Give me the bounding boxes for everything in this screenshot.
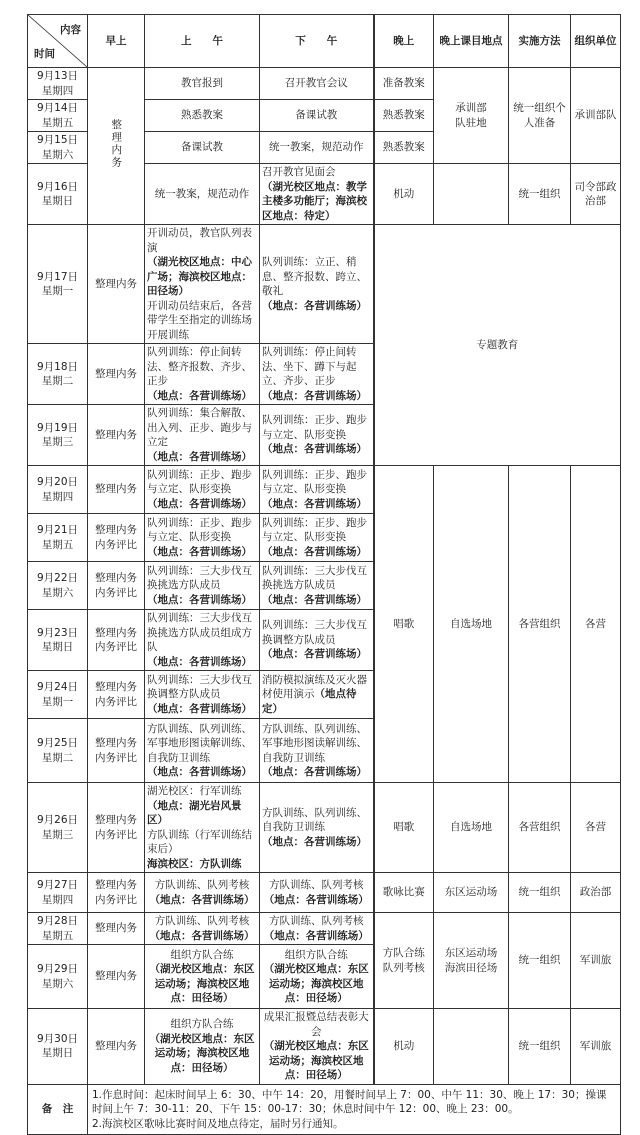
morning-cell: 整理内务 内务评比 (88, 873, 145, 913)
evening-place-cell: 自选场地 (434, 466, 509, 783)
pm-cell: 备课试教 (260, 100, 374, 132)
am-cell: 队列训练：三大步伐互换调整方队成员 （地点：各营训练场） (145, 671, 260, 719)
am-cell: 教官报到 (145, 68, 260, 100)
morning-cell: 整理内务 (88, 1009, 145, 1085)
evening-cell: 唱歌 (374, 466, 434, 783)
evening-cell: 歌咏比赛 (374, 873, 434, 913)
special-education-cell: 专题教育 (374, 225, 621, 466)
morning-cell: 整理内务 内务评比 (88, 671, 145, 719)
header-content-label: 内容 (60, 24, 81, 36)
date-cell: 9月22日 星期六 (28, 562, 88, 610)
evening-cell: 方队合练 队列考核 (374, 913, 434, 1009)
evening-place-cell (434, 164, 509, 225)
method-cell: 统一组织 (509, 1009, 571, 1085)
evening-cell: 唱歌 (374, 783, 434, 873)
evening-cell: 机动 (374, 164, 434, 225)
morning-cell: 整理内务 (88, 913, 145, 945)
table-row (28, 783, 621, 873)
date-cell: 9月14日 星期五 (28, 100, 88, 132)
am-cell: 组织方队合练 （湖光校区地点：东区运动场；海滨校区地点：田径场） (145, 945, 260, 1009)
am-cell: 开训动员，教官队列表演 （湖光校区地点：中心广场；海滨校区地点：田径场） 开训动员结束后，各营带学生至指定的训练场开展训练 (145, 225, 260, 344)
method-cell: 统一组织个人准备 (509, 68, 571, 164)
pm-cell: 队列训练：正步、跑步与立定、队形变换 （地点：各营训练场） (260, 514, 374, 562)
morning-cell: 整理内务 (88, 466, 145, 514)
training-schedule-table (27, 14, 621, 1135)
morning-cell: 整理内务 (88, 945, 145, 1009)
am-cell: 熟悉教案 (145, 100, 260, 132)
morning-cell: 整理内务 (88, 405, 145, 466)
morning-cell: 整理内务 内务评比 (88, 610, 145, 671)
pm-cell: 方队训练、队列考核 （地点：各营训练场） (260, 873, 374, 913)
evening-place-cell: 承训部队驻地 (434, 68, 509, 164)
pm-cell: 队列训练：三大步伐互换挑选方队成员 （地点：各营训练场） (260, 562, 374, 610)
date-cell: 9月29日 星期六 (28, 945, 88, 1009)
evening-place-cell: 东区运动场 海滨田径场 (434, 913, 509, 1009)
pm-cell: 成果汇报暨总结表彰大会 （湖光校区地点：东区运动场；海滨校区地点：田径场） (260, 1009, 374, 1085)
table-row (28, 873, 621, 913)
date-cell: 9月21日 星期五 (28, 514, 88, 562)
date-cell: 9月19日 星期三 (28, 405, 88, 466)
pm-cell: 方队训练、队列训练、自我防卫训练 （地点：各营训练场） (260, 783, 374, 873)
pm-cell: 召开教官会议 (260, 68, 374, 100)
method-cell: 统一组织 (509, 164, 571, 225)
pm-cell: 队列训练：三大步伐互换调整方队成员 （地点：各营训练场） (260, 610, 374, 671)
org-cell: 军训旅 (571, 1009, 621, 1085)
table-row (28, 1009, 621, 1085)
morning-cell: 整理内务 (88, 225, 145, 344)
header-am: 上 午 (145, 15, 260, 68)
method-cell: 各营组织 (509, 466, 571, 783)
date-cell: 9月25日 星期二 (28, 719, 88, 783)
am-cell: 队列训练：三大步伐互换挑选方队成员组成方队 （地点：各营训练场） (145, 610, 260, 671)
evening-cell: 熟悉教案 (374, 100, 434, 132)
am-cell: 方队训练、队列训练、军事地形图读解训练、自我防卫训练 （地点：各营训练场） (145, 719, 260, 783)
evening-cell: 熟悉教案 (374, 132, 434, 164)
pm-cell: 队列训练：停止间转法、坐下、蹲下与起立、齐步、正步 （地点：各营训练场） (260, 344, 374, 405)
date-cell: 9月27日 星期四 (28, 873, 88, 913)
org-cell: 司令部政治部 (571, 164, 621, 225)
morning-cell: 整理内务 内务评比 (88, 719, 145, 783)
date-cell: 9月24日 星期一 (28, 671, 88, 719)
remarks-row (28, 1084, 621, 1135)
date-cell: 9月26日 星期三 (28, 783, 88, 873)
evening-place-cell (434, 1009, 509, 1085)
org-cell: 政治部 (571, 873, 621, 913)
am-cell: 湖光校区：行军训练 （地点：湖光岩风景区） 方队训练（行军训练结束后） 海滨校区：方队训练 (145, 783, 260, 873)
pm-cell: 队列训练：正步、跑步与立定、队形变换 （地点：各营训练场） (260, 405, 374, 466)
table-row (28, 466, 621, 514)
header-evening-place: 晚上课目地点 (434, 15, 509, 68)
evening-place-cell: 自选场地 (434, 783, 509, 873)
evening-place-cell: 东区运动场 (434, 873, 509, 913)
header-row (28, 15, 621, 68)
date-cell: 9月30日 星期日 (28, 1009, 88, 1085)
morning-cell: 整理内务 内务评比 (88, 783, 145, 873)
morning-cell: 整理内务 (88, 68, 145, 225)
header-morning: 早上 (88, 15, 145, 68)
org-cell: 承训部队 (571, 68, 621, 164)
am-cell: 方队训练、队列考核 （地点：各营训练场） (145, 913, 260, 945)
evening-cell: 机动 (374, 1009, 434, 1085)
date-cell: 9月17日 星期一 (28, 225, 88, 344)
table-row (28, 225, 621, 344)
am-cell: 队列训练：正步、跑步与立定、队形变换 （地点：各营训练场） (145, 466, 260, 514)
morning-cell: 整理内务 内务评比 (88, 514, 145, 562)
am-cell: 队列训练：停止间转法、整齐报数、齐步、正步 （地点：各营训练场） (145, 344, 260, 405)
header-pm: 下 午 (260, 15, 374, 68)
am-cell: 队列训练：三大步伐互换挑选方队成员 （地点：各营训练场） (145, 562, 260, 610)
morning-cell: 整理内务 内务评比 (88, 562, 145, 610)
method-cell: 统一组织 (509, 913, 571, 1009)
pm-cell: 召开教官见面会 （湖光校区地点：教学主楼多功能厅；海滨校区地点：待定） (260, 164, 374, 225)
method-cell: 各营组织 (509, 783, 571, 873)
evening-cell: 准备教案 (374, 68, 434, 100)
date-cell: 9月16日 星期日 (28, 164, 88, 225)
table-row (28, 68, 621, 100)
date-cell: 9月20日 星期四 (28, 466, 88, 514)
date-cell: 9月15日 星期六 (28, 132, 88, 164)
pm-cell: 方队训练、队列考核 （地点：各营训练场） (260, 913, 374, 945)
method-cell: 统一组织 (509, 873, 571, 913)
org-cell: 军训旅 (571, 913, 621, 1009)
pm-cell: 统一教案，规范动作 (260, 132, 374, 164)
remarks-label: 备 注 (28, 1084, 88, 1135)
am-cell: 方队训练、队列考核 （地点：各营训练场） (145, 873, 260, 913)
header-method: 实施方法 (509, 15, 571, 68)
am-cell: 组织方队合练 （湖光校区地点：东区运动场；海滨校区地点：田径场） (145, 1009, 260, 1085)
org-cell: 各营 (571, 466, 621, 783)
header-corner-cell (28, 15, 88, 68)
org-cell: 各营 (571, 783, 621, 873)
date-cell: 9月23日 星期日 (28, 610, 88, 671)
date-cell: 9月28日 星期五 (28, 913, 88, 945)
header-org: 组织单位 (571, 15, 621, 68)
pm-cell: 消防模拟演练及灭火器材使用演示（地点待定） (260, 671, 374, 719)
am-cell: 统一教案，规范动作 (145, 164, 260, 225)
date-cell: 9月18日 星期二 (28, 344, 88, 405)
header-time-label: 时间 (34, 47, 55, 60)
pm-cell: 组织方队合练 （湖光校区地点：东区运动场；海滨校区地点：田径场） (260, 945, 374, 1009)
table-row (28, 913, 621, 945)
am-cell: 队列训练：正步、跑步与立定、队形变换 （地点：各营训练场） (145, 514, 260, 562)
morning-cell: 整理内务 (88, 344, 145, 405)
header-evening: 晚上 (374, 15, 434, 68)
pm-cell: 方队训练、队列训练、军事地形图读解训练、自我防卫训练 （地点：各营训练场） (260, 719, 374, 783)
am-cell: 备课试教 (145, 132, 260, 164)
pm-cell: 队列训练：立正、稍息、整齐报数、跨立、敬礼 （地点：各营训练场） (260, 225, 374, 344)
remarks-content: 1.作息时间：起床时间早上 6：30、中午 14：20，用餐时间早上 7：00、中午 11：30、晚上 17：30；操课时间上午 7：30-11：20、下午 15：00-17：30；休息时间中午 12：00、晚上 23：00。 2.海滨校区歌咏比赛时间及地点待定，届时另行通知。 (88, 1084, 621, 1135)
am-cell: 队列训练：集合解散、出入列、正步、跑步与立定 （地点：各营训练场） (145, 405, 260, 466)
pm-cell: 队列训练：正步、跑步与立定、队形变换 （地点：各营训练场） (260, 466, 374, 514)
date-cell: 9月13日 星期四 (28, 68, 88, 100)
